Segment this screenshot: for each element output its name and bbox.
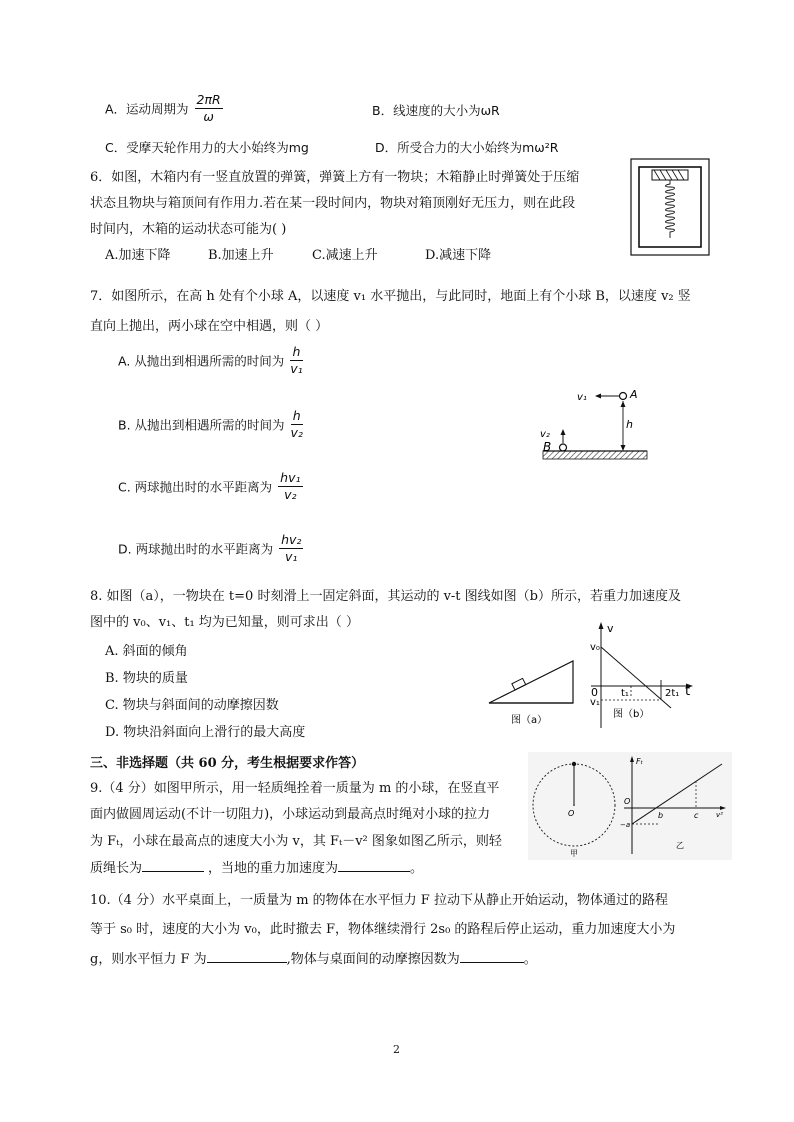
q7-option-a: [118, 344, 305, 377]
fraction-denominator: ω: [203, 109, 214, 124]
q9-fig-c-label: c: [694, 811, 699, 820]
q8-fig-2t1-label: 2t₁: [665, 688, 680, 699]
q9-fig-b-label: b: [658, 811, 664, 820]
q10-line-2: 等于 s₀ 时，速度的大小为 v₀，此时撤去 F，物体继续滑行 2s₀ 的路程后停止运动，重力加速度大小为: [90, 922, 676, 937]
q8-fig-t1-label: t₁: [621, 688, 629, 699]
fraction-denominator: v₂: [290, 425, 303, 440]
q5-option-d: D．所受合力的大小始终为mω²R: [375, 140, 559, 155]
q7-option-a-fraction: [290, 344, 302, 377]
q6-box-spring-figure: [630, 158, 710, 256]
q10-answer-blank-force[interactable]: [207, 950, 287, 963]
page-number: 2: [393, 1043, 400, 1056]
q8-line-1: 8. 如图（a），一物块在 t=0 时刻滑上一固定斜面，其运动的 v-t 图线如图（b）所示，若重力加速度及: [90, 589, 681, 604]
q5-option-c: C．受摩天轮作用力的大小始终为mg: [105, 140, 309, 155]
q9-line-4-part-2: ，当地的重力加速度为: [208, 861, 339, 876]
q5-option-b: B．线速度的大小为ωR: [372, 103, 500, 118]
q9-fig-yi-label: 乙: [676, 841, 684, 850]
q7-fig-h-label: h: [626, 418, 633, 431]
q10-line-3-part-3: 。: [523, 952, 537, 967]
q7-option-b: [118, 408, 305, 441]
q7-line-2: 直向上抛出，两小球在空中相遇，则（ ）: [90, 319, 329, 334]
q9-line-3: 为 Fₜ，小球在最高点的速度大小为 v，其 Fₜ－v² 图象如图乙所示，则轻: [90, 834, 502, 849]
q7-option-a-text: A. 从抛出到相遇所需的时间为: [118, 353, 285, 369]
q10-line-3: [90, 948, 537, 967]
q6-line-2: 状态且物块与箱顶间有作用力.若在某一段时间内，物块对箱顶刚好无压力，则在此段: [90, 196, 576, 211]
q6-line-1: 6．如图，木箱内有一竖直放置的弹簧，弹簧上方有一物块；木箱静止时弹簧处于压缩: [90, 170, 580, 185]
q8-fig-a-caption: 图（a）: [511, 715, 548, 726]
q8-option-d: D. 物块沿斜面向上滑行的最大高度: [105, 725, 306, 740]
fraction-numerator: hv₁: [280, 470, 301, 485]
q8-option-c: C. 物块与斜面间的动摩擦因数: [105, 698, 279, 713]
fraction-denominator: v₁: [290, 361, 303, 376]
q8-fig-t-axis-label: t: [685, 684, 691, 699]
q8-fig-v0-label: v₀: [590, 642, 600, 653]
q7-option-b-text: B. 从抛出到相遇所需的时间为: [118, 417, 285, 433]
q7-option-c: [118, 470, 305, 503]
q7-option-d: [118, 532, 305, 565]
q7-projectile-figure: [535, 385, 650, 465]
fraction-numerator: h: [290, 344, 302, 361]
q9-line-4: [90, 857, 423, 876]
q8-vt-graph-figure: [585, 620, 700, 732]
q8-option-b: B. 物块的质量: [105, 671, 188, 686]
q9-line-4-part-3: 。: [410, 861, 424, 876]
q10-line-3-part-1: g，则水平恒力 F 为: [90, 952, 207, 967]
fraction-numerator: hv₂: [281, 532, 302, 547]
q8-incline-figure: [485, 655, 585, 730]
fraction-numerator: 2πR: [196, 92, 221, 107]
q6-option-c: C.减速上升: [312, 248, 378, 263]
fraction-denominator: v₂: [284, 487, 297, 502]
q8-fig-v1-label: v₁: [590, 697, 600, 708]
q9-ft-v2-graph-figure: [620, 752, 732, 860]
fraction-denominator: v₁: [285, 549, 298, 564]
q8-option-a: A. 斜面的倾角: [105, 644, 188, 659]
section-3-title: 三、非选择题（共 60 分，考生根据要求作答）: [90, 756, 365, 771]
q5-option-a-fraction: [195, 92, 223, 125]
q9-fig-center-label: O: [568, 809, 575, 818]
q7-option-b-fraction: [291, 408, 303, 441]
q9-fig-jia-label: 甲: [570, 849, 578, 858]
q9-fig-ft-axis-label: Fₜ: [636, 757, 643, 766]
q5-option-a: [105, 92, 225, 125]
q9-fig-neg-a-label: −a: [620, 821, 631, 829]
q10-answer-blank-friction[interactable]: [460, 950, 524, 963]
q8-fig-origin-label: 0: [591, 686, 598, 699]
q8-fig-b-caption: 图（b）: [613, 709, 650, 720]
q9-circle-figure: [528, 752, 620, 860]
q7-option-d-text: D. 两球抛出时的水平距离为: [118, 541, 274, 557]
q10-line-1: 10.（4 分）水平桌面上，一质量为 m 的物体在水平恒力 F 拉动下从静止开始运动，物体通过的路程: [90, 893, 668, 908]
q9-line-4-part-1: 质绳长为: [90, 861, 143, 876]
q6-option-b: B.加速上升: [208, 248, 274, 263]
q7-line-1: 7．如图所示，在高 h 处有个小球 A，以速度 v₁ 水平抛出，与此同时，地面上有个小球 B，以速度 v₂ 竖: [90, 289, 691, 304]
q7-fig-v1-label: v₁: [577, 392, 587, 403]
q5-option-a-text: A．运动周期为: [105, 101, 189, 117]
q9-answer-blank-gravity[interactable]: [338, 859, 410, 872]
q9-line-2: 面内做圆周运动(不计一切阻力)，小球运动到最高点时绳对小球的拉力: [90, 807, 491, 822]
q9-fig-v2-axis-label: v²: [716, 811, 723, 819]
q6-option-a: A.加速下降: [105, 248, 171, 263]
q9-fig-origin-label: O: [624, 797, 631, 806]
q9-answer-blank-length[interactable]: [142, 859, 204, 872]
q7-fig-v2-label: v₂: [540, 429, 550, 440]
q7-option-c-fraction: [278, 470, 302, 503]
q7-fig-b-label: B: [543, 440, 552, 454]
q6-line-3: 时间内，木箱的运动状态可能为( ): [90, 222, 287, 237]
q10-line-3-part-2: ,物体与桌面间的动摩擦因数为: [286, 952, 460, 967]
q9-line-1: 9.（4 分）如图甲所示，用一轻质绳拴着一质量为 m 的小球，在竖直平: [90, 781, 500, 796]
fraction-numerator: h: [291, 408, 303, 425]
q8-line-2: 图中的 v₀、v₁、t₁ 均为已知量，则可求出（ ）: [90, 615, 359, 630]
q6-option-d: D.减速下降: [425, 248, 492, 263]
q7-option-c-text: C. 两球抛出时的水平距离为: [118, 479, 273, 495]
q8-fig-v-axis-label: v: [607, 622, 614, 635]
q7-option-d-fraction: [279, 532, 303, 565]
q7-fig-a-label: A: [630, 388, 638, 401]
